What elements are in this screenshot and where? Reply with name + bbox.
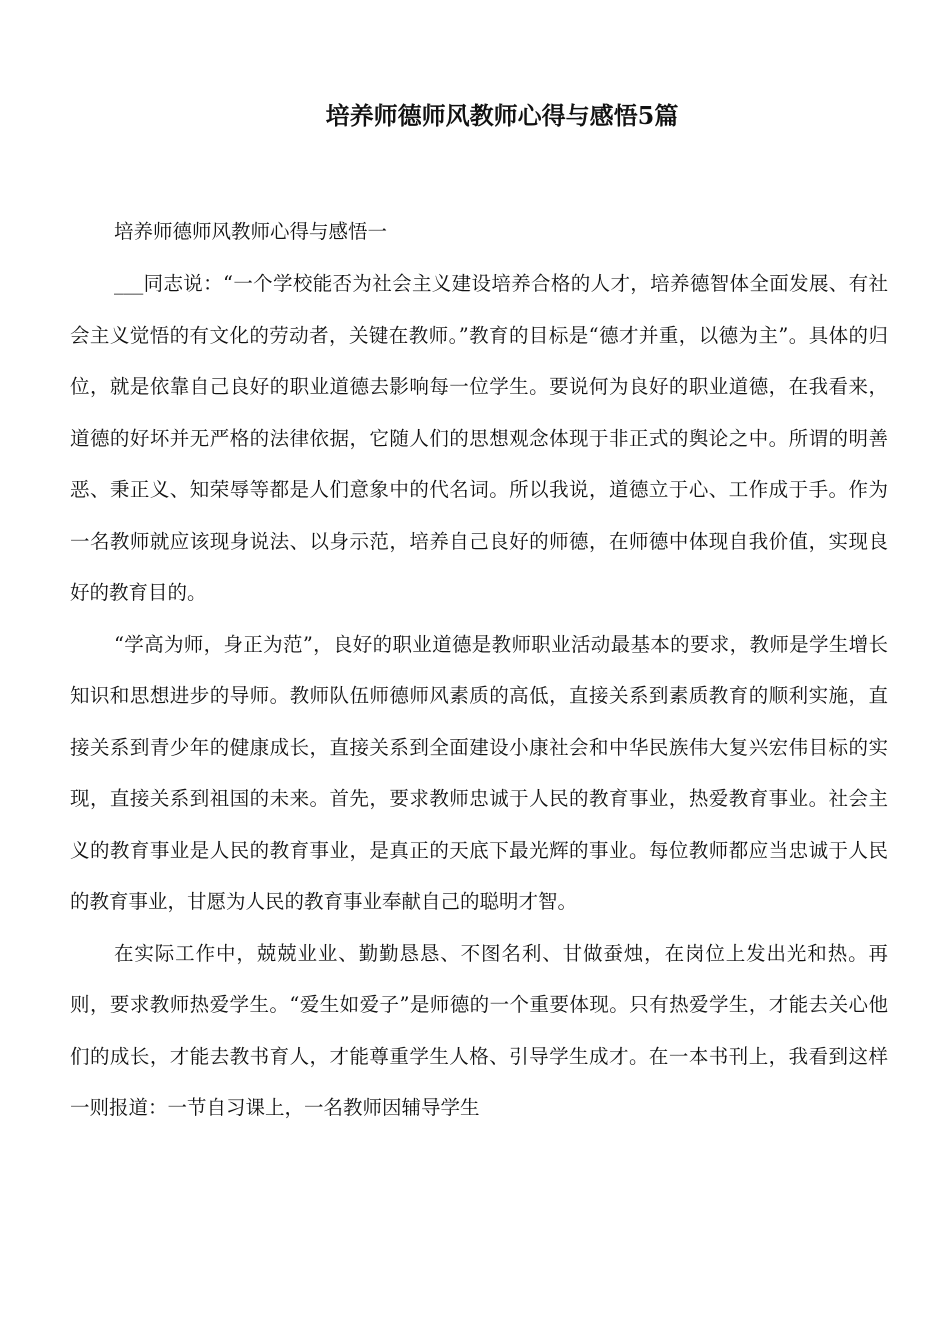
paragraph-2: “学高为师，身正为范”，良好的职业道德是教师职业活动最基本的要求，教师是学生增长知识和思想进步的导师。教师队伍师德师风素质的高低，直接关系到素质教育的顺利实施，直接关系到青少年的健康成长，直接关系到全面建设小康社会和中华民族伟大复兴宏伟目标的实现，直接关系到祖国的未来。首先，要求教师忠诚于人民的教育事业，热爱教育事业。社会主义的教育事业是人民的教育事业，是真正的天底下最光辉的事业。每位教师都应当忠诚于人民的教育事业，甘愿为人民的教育事业奉献自己的聪明才智。	[70, 632, 888, 913]
paragraph-1: ___同志说：“一个学校能否为社会主义建设培养合格的人才，培养德智体全面发展、有社会主义觉悟的有文化的劳动者，关键在教师。”教育的目标是“德才并重，以德为主”。具体的归位，就是依靠自己良好的职业道德去影响每一位学生。要说何为良好的职业道德，在我看来，道德的好坏并无严格的法律依据，它随人们的思想观念体现于非正式的舆论之中。所谓的明善恶、秉正义、知荣辱等都是人们意象中的代名词。所以我说，道德立于心、工作成于手。作为一名教师就应该现身说法、以身示范，培养自己良好的师德，在师德中体现自我价值，实现良好的教育目的。	[70, 272, 888, 604]
document-title: 培养师德师风教师心得与感悟5篇	[325, 101, 679, 130]
paragraph-3: 在实际工作中，兢兢业业、勤勤恳恳、不图名利、甘做蚕烛，在岗位上发出光和热。再则，要求教师热爱学生。“爱生如爱子”是师德的一个重要体现。只有热爱学生，才能去关心他们的成长，才能去教书育人，才能尊重学生人格、引导学生成才。在一本书刊上，我看到这样一则报道：一节自习课上，一名教师因辅导学生	[70, 941, 888, 1119]
section-heading: 培养师德师风教师心得与感悟一	[114, 220, 388, 243]
document-body	[70, 206, 888, 1134]
